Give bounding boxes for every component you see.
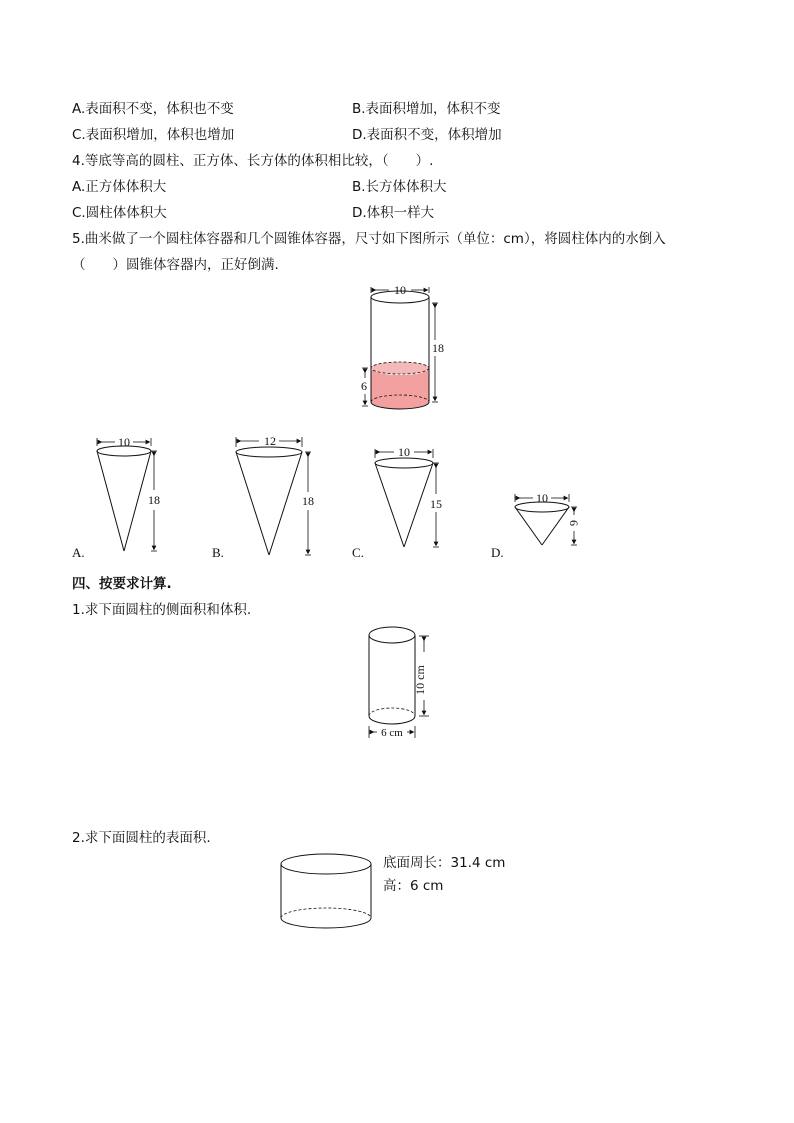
cone-c-option-label: C. [352, 545, 364, 560]
q4-option-a: A.正方体体积大 [72, 179, 167, 195]
q3-option-d: D.表面积不变，体积增加 [352, 127, 502, 143]
cone-d-option-label: D. [491, 545, 504, 560]
cone-option-c [375, 445, 442, 547]
q4-stem: 4.等底等高的圆柱、正方体、长方体的体积相比较，（ ）. [72, 153, 434, 169]
water-surface [371, 362, 429, 374]
q4-option-d: D.体积一样大 [352, 205, 435, 221]
q2-info-height: 高：6 cm [383, 878, 444, 894]
cone-a-height: 18 [148, 493, 160, 507]
q4-option-b: B.长方体体积大 [352, 179, 447, 195]
q1-cylinder-figure [369, 627, 429, 739]
q4-option-c: C.圆柱体体积大 [72, 205, 167, 221]
q2-cylinder-figure [281, 854, 371, 928]
section4-q1-stem: 1.求下面圆柱的侧面积和体积. [72, 602, 252, 618]
cone-a-diameter: 10 [118, 435, 130, 449]
q1-height-label: 10 cm [413, 665, 427, 695]
q2-info-circumference: 底面周长：31.4 cm [383, 855, 506, 871]
cone-c-height: 15 [430, 497, 442, 511]
q3-option-a: A.表面积不变，体积也不变 [72, 101, 234, 117]
q1-diameter-label: 6 cm [381, 727, 403, 739]
section4-title: 四、按要求计算. [72, 576, 172, 592]
cylinder-diameter-label: 10 [394, 283, 406, 297]
water-height-label: 6 [361, 379, 367, 393]
cone-b-height: 18 [302, 494, 314, 508]
cone-b-option-label: B. [212, 545, 224, 560]
q5-stem-line1: 5.曲米做了一个圆柱体容器和几个圆锥体容器，尺寸如下图所示（单位：cm），将圆柱体内的水倒入 [72, 231, 666, 247]
section4-q2-stem: 2.求下面圆柱的表面积. [72, 830, 211, 846]
cone-c-diameter: 10 [398, 445, 410, 459]
cone-d-diameter: 10 [536, 491, 548, 505]
q3-option-b: B.表面积增加，体积不变 [352, 101, 501, 117]
cylinder-height-label: 18 [432, 341, 444, 355]
q5-stem-line2: （ ）圆锥体容器内，正好倒满. [72, 257, 279, 273]
cone-a-option-label: A. [72, 545, 85, 560]
cone-option-b [236, 434, 314, 555]
cone-option-a [97, 435, 160, 551]
cone-d-height: 6 [567, 520, 581, 526]
q3-option-c: C.表面积增加，体积也增加 [72, 127, 235, 143]
cone-option-d [515, 491, 581, 545]
cone-b-diameter: 12 [264, 434, 276, 448]
cylinder-container [361, 283, 444, 409]
